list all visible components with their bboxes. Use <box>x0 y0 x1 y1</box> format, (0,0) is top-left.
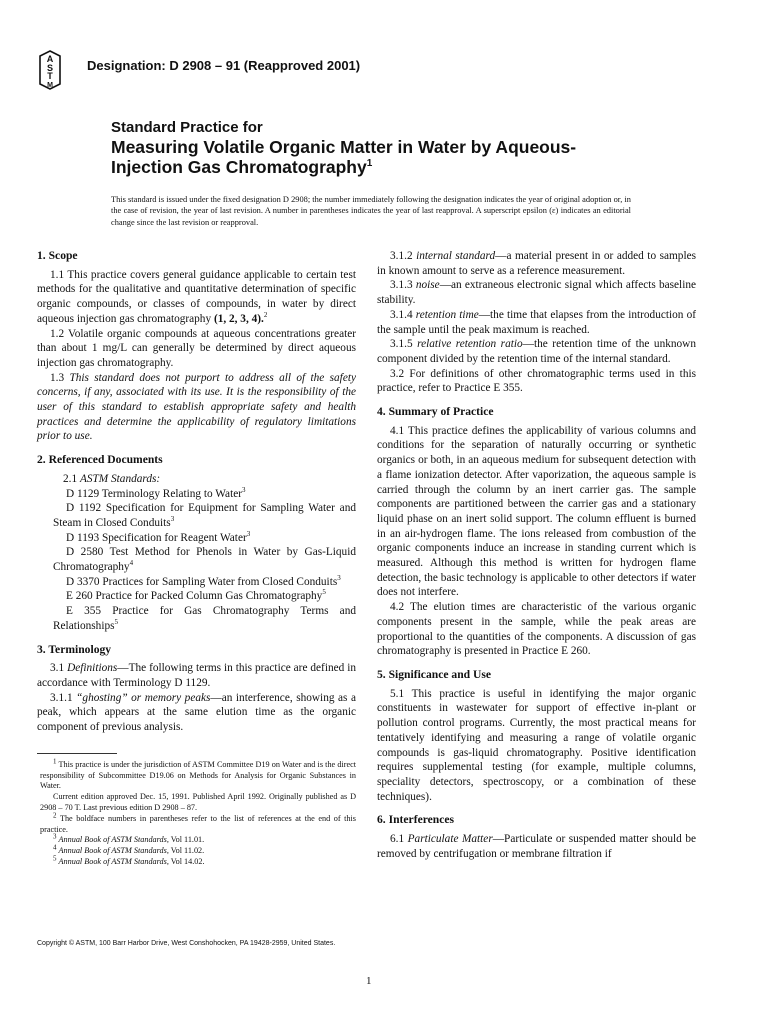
reference-item: D 2580 Test Method for Phenols in Water by Gas-Liquid Chromatography$^4$ <box>53 546 356 574</box>
section-heading: 5. Significance and Use <box>377 667 492 681</box>
paragraph: 3.1.3 noise—an extraneous electronic signal which affects baseline stability. <box>377 279 696 307</box>
right-column <box>377 249 696 861</box>
copyright-notice: Copyright © ASTM, 100 Barr Harbor Drive, West Conshohocken, PA 19428-2959, United States. <box>37 940 336 947</box>
paragraph: 4.1 This practice defines the applicability of various columns and conditions for the separation of naturally occurring or synthetic organics or both, in an aqueous medium for subsequent detection with a flame ionization detector. After vaporization, the aqueous sample is carried through the column by an inert carrier gas. The sample components are partitioned between the carrier gas and a stationary liquid phase on an inert solid support. The column effluent is burned in an air-hydrogen flame. The ions released from combustion of the organic components induce an increase in standing current which is measured. Although this method is written for hydrogen flame detection, the basic technology is applicable to other detectors if water does not interfere. <box>377 424 696 599</box>
paragraph: 3.1.1 “ghosting” or memory peaks—an interference, showing as a peak, which appears at the same elution time as the organic component of previous analysis. <box>37 691 356 734</box>
footnote: $^3$ Annual Book of ASTM Standards, Vol 11.01. <box>53 832 205 845</box>
section-heading: 3. Terminology <box>37 642 112 656</box>
reference-item: E 355 Practice for Gas Chromatography Terms and Relationships$^5$ <box>53 605 356 632</box>
paragraph: 1.3 This standard does not purport to address all of the safety concerns, if any, associated with its use. It is the responsibility of the user of this standard to establish appropriate safety and health practices and determine the applicability of regulatory limitations prior to use. <box>37 371 356 443</box>
section-heading: 2. Referenced Documents <box>37 453 163 467</box>
paragraph: 2.1 ASTM Standards: <box>63 472 161 485</box>
reference-item: E 260 Practice for Packed Column Gas Chromatography$^5$ <box>66 588 326 603</box>
reference-item: D 3370 Practices for Sampling Water from Closed Conduits$^3$ <box>66 574 341 588</box>
page-number: 1 <box>366 975 372 987</box>
paragraph: 3.1.5 relative retention ratio—the retention time of the unknown component divided by the retention time of the internal standard. <box>377 338 696 365</box>
designation: Designation: D 2908 – 91 (Reapproved 2001) <box>87 58 361 73</box>
paragraph: 4.2 The elution times are characteristic of the various organic components present in the sample, while the peak areas are proportional to the quantities of the components. A discussion of gas chromatography is presented in Practice E 260. <box>377 601 696 658</box>
section-heading: 4. Summary of Practice <box>377 405 494 419</box>
title-main: Measuring Volatile Organic Matter in Water by Aqueous-Injection Gas Chromatography$^1$ <box>111 137 577 177</box>
paragraph: 3.1.4 retention time—the time that elapses from the introduction of the sample until the peak maximum is reached. <box>377 308 697 336</box>
paragraph: 6.1 Particulate Matter—Particulate or suspended matter should be removed by centrifugation or membrane filtration if <box>377 833 697 860</box>
reference-item: D 1192 Specification for Equipment for Sampling Water and Steam in Closed Conduits$^3$ <box>53 502 356 529</box>
svg-text:A: A <box>46 54 54 64</box>
document-title <box>111 119 631 177</box>
svg-text:M: M <box>47 82 53 89</box>
footnote: $^1$ This practice is under the jurisdiction of ASTM Committee D19 on Water and is the direct responsibility of Subcommittee D19.06 on Methods for Analysis for Organic Substances in Water. <box>40 757 357 791</box>
astm-logo <box>38 50 62 90</box>
footnote: $^2$ The boldface numbers in parentheses refer to the list of references at the end of this practice. <box>40 811 356 834</box>
reference-item: D 1129 Terminology Relating to Water$^3$ <box>66 485 246 500</box>
left-column <box>37 244 356 868</box>
paragraph: 1.2 Volatile organic compounds at aqueous concentrations greater than about 1 mg/L can generally be determined by direct aqueous injection gas chromatography. <box>37 327 356 369</box>
reference-item: D 1193 Specification for Reagent Water$^3$ <box>66 529 251 544</box>
paragraph: 3.2 For definitions of other chromatographic terms used in this practice, refer to Practice E 355. <box>377 367 696 395</box>
footnote: $^4$ Annual Book of ASTM Standards, Vol 11.02. <box>53 843 205 856</box>
standard-notice: This standard is issued under the fixed designation D 2908; the number immediately following the designation indicates the year of original adoption or, in the case of revision, the year of last revision. A number in parentheses indicates the year of last reapproval. A superscript epsilon (ε) indicates an editorial change since the last revision or reapproval. <box>111 195 631 227</box>
svg-text:T: T <box>47 71 53 81</box>
paragraph: 3.1.2 internal standard—a material present in or added to samples in known amount to serve as a reference measurement. <box>377 250 696 277</box>
svg-text:S: S <box>46 63 54 73</box>
paragraph: 1.1 This practice covers general guidance applicable to certain test methods for the qualitative and quantitative determination of specific organic compounds, or classes of compounds, in water by direct aqueous injection gas chromatography (1, 2, 3, 4).$^2$ <box>37 268 356 325</box>
paragraph: 3.1 Definitions—The following terms in this practice are defined in accordance with Terminology D 1129. <box>37 662 356 689</box>
footnote: $^5$ Annual Book of ASTM Standards, Vol 14.02. <box>53 854 205 866</box>
section-heading: 1. Scope <box>37 249 78 262</box>
footnote-divider <box>37 753 117 754</box>
footnote: Current edition approved Dec. 15, 1991. Published April 1992. Originally published as D 2908 – 70 T. Last previous edition D 2908 – 87. <box>40 792 356 812</box>
section-heading: 6. Interferences <box>377 813 455 827</box>
title-prefix: Standard Practice for <box>111 119 263 136</box>
paragraph: 5.1 This practice is useful in identifying the major organic constituents in wastewater for support of effective in-plant or pollution control programs. Currently, the most practical means for tentatively identifying and measuring a range of volatile organic compounds is gas-liquid chromatography. Positive identification requires supplemental testing (for example, multiple columns, speciality detectors, spectroscopy, or a combination of these techniques). <box>377 687 696 803</box>
